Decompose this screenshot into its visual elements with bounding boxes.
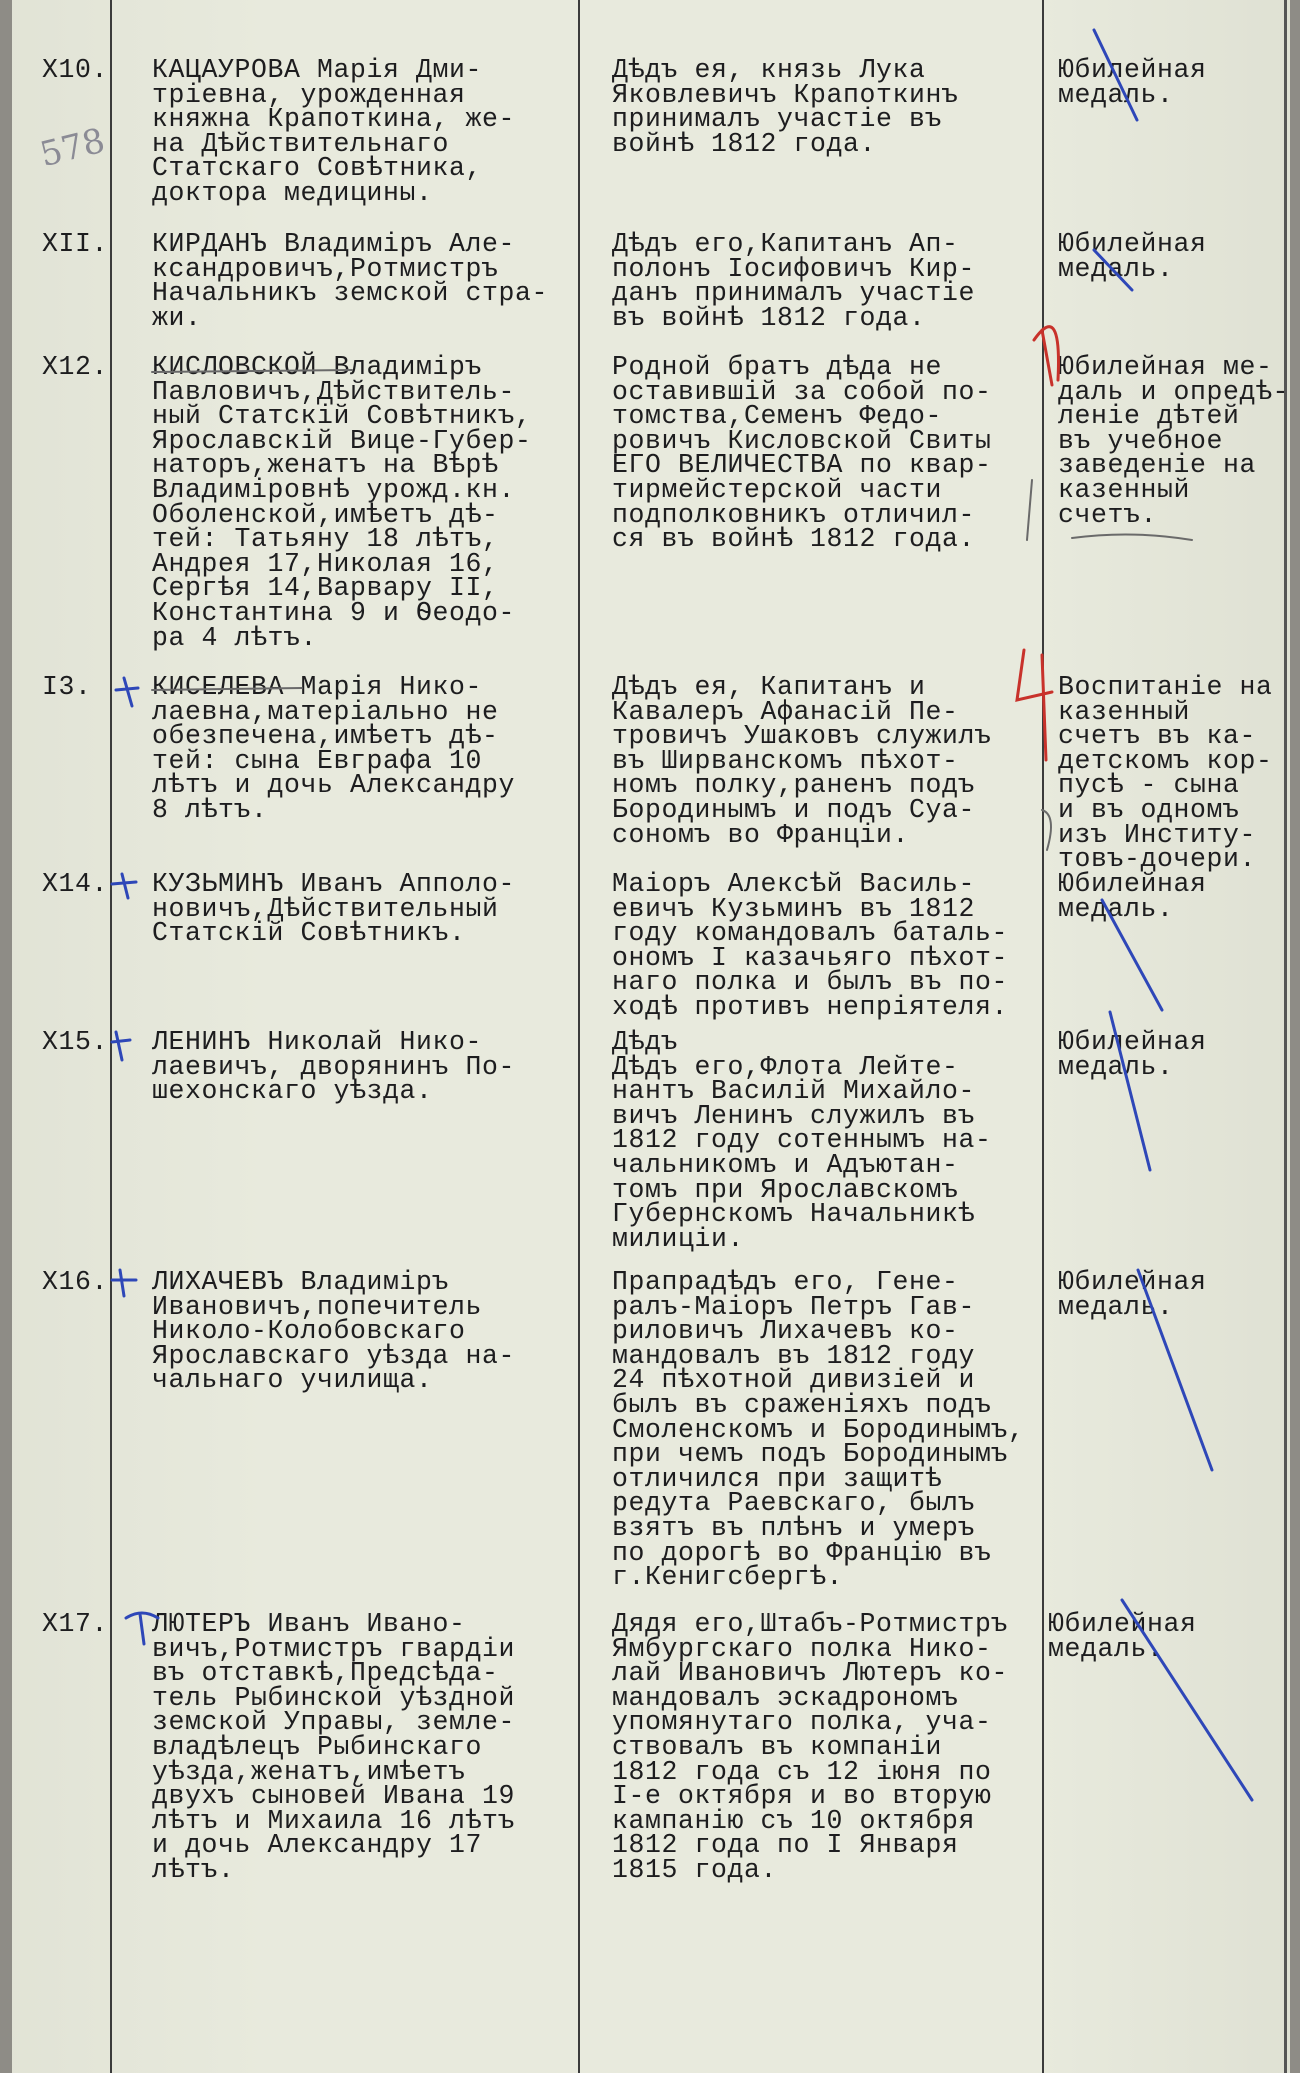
person-name: КИРДАНЪ Владимiръ Але- ксандровичъ,Ротмистръ Начальникъ земской стра- жи. (152, 229, 549, 333)
blue-cross-mark (126, 1613, 158, 1644)
merit-basis: Родной братъ дѣда не оставившiй за собой по- томства,Семенъ Федо- ровичъ Кисловской Свиты ЕГО ВЕЛИЧЕСТВА по квар- тирмейстерской части подполковникъ отличил- ся въ войнѣ 1812 года. (612, 352, 992, 555)
award-text: Юбилейная медаль. (1058, 1027, 1207, 1082)
red-numeral-mark (1017, 650, 1052, 760)
merit-basis: Прапрадѣдъ его, Гене- ралъ-Маiоръ Петръ Гав- риловичъ Лихачевъ ко- мандовалъ въ 1812 году 24 пѣхотной дивизiей и былъ въ сраженiяхъ подъ Смоленскомъ и Бородинымъ, при чемъ подъ Бородинымъ отличился при защитѣ редута Раевскаго, былъ взятъ въ плѣнъ и умеръ по дорогѣ во Францiю въ г.Кенигсбергѣ. (612, 1267, 1025, 1593)
pencil-mark (1027, 480, 1032, 540)
blue-cross-mark (112, 1270, 136, 1296)
row-number: Х12. (42, 352, 109, 382)
pencil-mark (1042, 810, 1051, 850)
blue-check-mark (1110, 1012, 1150, 1170)
red-numeral-mark (1034, 327, 1059, 385)
person-name: КУЗЬМИНЪ Иванъ Апполо- новичъ,Дѣйствительный Статскiй Совѣтникъ. (152, 869, 516, 949)
award-text: Юбилейная ме- даль и опредѣ- ленiе дѣтей въ учебное заведенiе на казенный счетъ. (1058, 352, 1290, 530)
award-text: Юбилейная медаль. (1048, 1609, 1197, 1664)
blue-cross-mark (112, 1032, 130, 1060)
merit-basis: Дѣдъ его,Капитанъ Ап- полонъ Iосифовичъ Кир- данъ принималъ участiе въ войнѣ 1812 года. (612, 229, 976, 333)
pencil-mark (1072, 534, 1192, 540)
row-number: I3. (42, 672, 92, 702)
handwritten-page-number: 578 (36, 120, 109, 176)
handwritten-annotations (12, 0, 1290, 2073)
award-text: Юбилейная медаль. (1058, 229, 1207, 284)
award-text: Юбилейная медаль. (1058, 869, 1207, 924)
name-underline (152, 688, 302, 690)
person-name: ЛИХАЧЕВЪ Владимiръ Ивановичъ,попечитель Николо-Колобовскаго Ярославскаго уѣзда на- чальнаго училища. (152, 1267, 516, 1396)
person-name: КАЦАУРОВА Марiя Дми- трiевна, урожденная княжна Крапоткина, же- на Дѣйствительнаго Статскаго Совѣтника, доктора медицины. (152, 55, 516, 208)
person-name: ЛЕНИНЪ Николай Нико- лаевичъ, дворянинъ По- шехонскаго уѣзда. (152, 1027, 516, 1107)
blue-cross-mark (112, 874, 136, 898)
award-text: Юбилейная медаль. (1058, 55, 1207, 110)
blue-cross-mark (116, 678, 138, 706)
person-name: ЛЮТЕРЪ Иванъ Ивано- вичъ,Ротмистръ гвардiи въ отставкѣ,Предсѣда- тель Рыбинской уѣздной земской Управы, земле- владѣлецъ Рыбинскаго уѣзда,женатъ,имѣетъ двухъ сыновей Ивана 19 лѣтъ и Михаила 16 лѣтъ и дочь Александру 17 лѣтъ. (152, 1609, 516, 1885)
merit-basis: Маiоръ Алексѣй Василь- евичъ Кузьминъ въ 1812 году командовалъ баталь- ономъ I казачьяго пѣхот- наго полка и былъ въ по- ходѣ противъ непрiятеля. (612, 869, 1009, 1022)
award-text: Юбилейная медаль. (1058, 1267, 1207, 1322)
row-number: Х17. (42, 1609, 109, 1639)
row-number: Х10. (42, 55, 109, 85)
row-number: ХII. (42, 229, 109, 259)
row-number: Х14. (42, 869, 109, 899)
merit-basis: Дѣдъ ея, князь Лука Яковлевичъ Крапоткинъ принималъ участiе въ войнѣ 1812 года. (612, 55, 959, 159)
merit-basis: Дѣдъ ея, Капитанъ и Кавалеръ Афанасiй Пе- тровичъ Ушаковъ служилъ въ Ширванскомъ пѣхот- номъ полку,раненъ подъ Бородинымъ и подъ Суа- сономъ во Францiи. (612, 672, 992, 850)
person-name: КИСЛОВСКОЙ Владимiръ Павловичъ,Дѣйствитель- ный Статскiй Совѣтникъ, Ярославскiй Вице-Губер- наторъ,женатъ на Вѣрѣ Владимiровнѣ урожд.кн. Оболенской,имѣетъ дѣ- тей: Татьяну 18 лѣтъ, Андрея 17,Николая 16, Сергѣя 14,Варвару II, Константина 9 и Ѳеодо- ра 4 лѣтъ. (152, 352, 532, 653)
blue-check-mark (1094, 250, 1132, 290)
blue-check-mark (1094, 30, 1137, 120)
row-number: Х15. (42, 1027, 109, 1057)
merit-basis: Дядя его,Штабъ-Ротмистръ Ямбургскаго полка Нико- лай Ивановичъ Лютеръ ко- мандовалъ эскадрономъ упомянутаго полка, уча- ствовалъ въ компанiи 1812 года съ 12 iюня по I-е октября и во вторую кампанiю съ 10 октября 1812 года по I Января 1815 года. (612, 1609, 1009, 1885)
blue-check-mark (1122, 1600, 1252, 1800)
archival-page (12, 0, 1290, 2073)
blue-check-mark (1102, 900, 1162, 1010)
award-text: Воспитанiе на казенный счетъ въ ка- детскомъ кор- пусѣ - сына и въ одномъ изъ Институ- товъ-дочери. (1058, 672, 1273, 875)
merit-basis: Дѣдъ Дѣдъ его,Флота Лейте- нантъ Василiй Михайло- вичъ Ленинъ служилъ въ 1812 году сотеннымъ на- чальникомъ и Адъютан- томъ при Ярославскомъ Губернскомъ Начальникѣ милицiи. (612, 1027, 992, 1254)
name-underline (152, 370, 352, 372)
person-name: КИСЕЛЕВА Марiя Нико- лаевна,матерiально не обезпечена,имѣетъ дѣ- тей: сына Евграфа 10 лѣтъ и дочь Александру 8 лѣтъ. (152, 672, 516, 825)
blue-check-mark (1138, 1270, 1212, 1470)
row-number: Х16. (42, 1267, 109, 1297)
